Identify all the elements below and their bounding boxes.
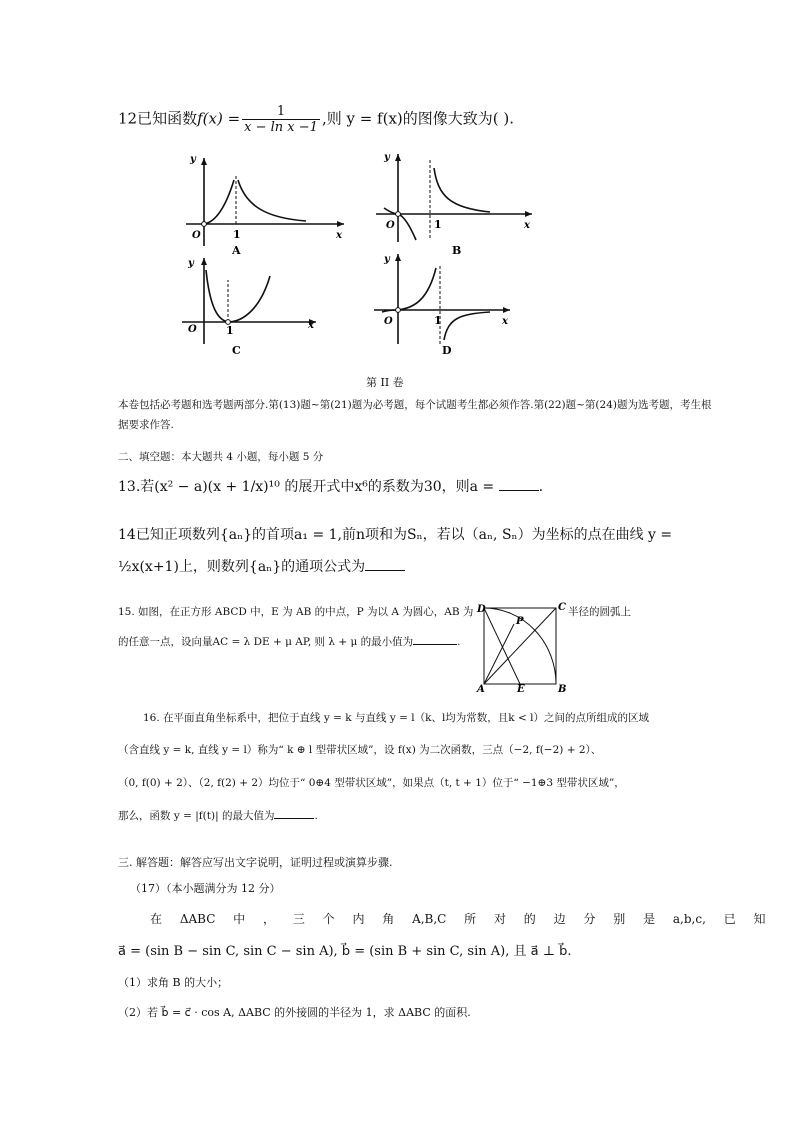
q16-answer-blank	[274, 806, 314, 819]
graph-a-curve	[204, 180, 306, 224]
part2-title: 第 II 卷	[366, 376, 404, 389]
question-17-part1: （1）求角 B 的大小；	[118, 976, 229, 989]
question-16-line2: （含直线 y = k, 直线 y = l）称为“ k ⊕ l 型带状区域”，设 f(x) 为二次函数，三点（−2, f(−2) + 2）、	[118, 744, 602, 756]
graph-d-tick: 1	[434, 314, 442, 327]
graph-a-x-label: x	[336, 230, 342, 241]
graph-a-y-label: y	[190, 154, 196, 165]
q12-func-lhs: f(x) =	[197, 109, 241, 128]
graph-c-origin: O	[188, 324, 197, 335]
graph-d-label: D	[442, 344, 452, 357]
fill-in-section-title: 二、填空题：本大题共 4 小题，每小题 5 分	[118, 451, 324, 463]
q15-answer-blank	[413, 632, 457, 645]
q15-line-ap	[484, 624, 514, 684]
question-17-line2: a⃗ = (sin B − sin C, sin C − sin A), b⃗ = (sin B + sin C, sin A), 且 a⃗ ⊥ b⃗.	[118, 944, 572, 959]
q12-frac-den: x − ln x −1	[244, 120, 318, 135]
graph-b-origin: O	[386, 220, 395, 231]
graph-c-label: C	[232, 344, 241, 357]
q15-label-a: A	[477, 684, 485, 695]
question-17-part2: （2）若 b⃗ = c⃗ · cos A, ΔABC 的外接圆的半径为 1，求 ΔABC 的面积.	[118, 1006, 471, 1019]
q14-answer-blank	[365, 558, 405, 571]
question-17-header: （17）（本小题满分为 12 分）	[130, 882, 281, 895]
q15-label-d: D	[477, 604, 486, 615]
graph-b-y-label: y	[384, 152, 390, 163]
question-16-line4: 那么，函数 y = |f(t)| 的最大值为 .	[118, 806, 318, 823]
q12-text-after: ,则 y = f(x)的图像大致为( ).	[321, 109, 515, 128]
graph-c-tick: 1	[226, 324, 234, 337]
q13-answer-blank	[499, 478, 539, 491]
graph-c	[176, 252, 326, 358]
question-12	[118, 104, 514, 135]
solution-section-title: 三. 解答题：解答应写出文字说明，证明过程或演算步骤.	[118, 856, 393, 869]
q13-text: 13.若(x² − a)(x + 1/x)¹⁰ 的展开式中x⁶的系数为30，则a =	[118, 479, 495, 495]
graph-a-origin: O	[192, 230, 201, 241]
question-17-line1: 在 ΔABC 中 ， 三 个 内 角 A,B,C 所 对 的 边 分 别 是 a,b,c, 已 知	[150, 912, 766, 926]
graph-d-y-label: y	[384, 254, 390, 265]
graph-d	[368, 248, 518, 358]
graph-d-origin: O	[384, 316, 393, 327]
graph-b-tick: 1	[434, 218, 442, 231]
graph-a	[176, 146, 356, 256]
question-13: 13.若(x² − a)(x + 1/x)¹⁰ 的展开式中x⁶的系数为30，则a = .	[118, 479, 544, 495]
q15-line2-text: 的任意一点，设向量AC = λ DE + μ AP, 则 λ + μ 的最小值为	[118, 636, 414, 648]
graph-c-y-label: y	[188, 258, 194, 269]
graph-a-label: A	[232, 244, 241, 256]
q12-text-before: 12已知函数	[118, 109, 198, 128]
q15-label-c: C	[558, 602, 566, 613]
graph-b-label: B	[452, 244, 462, 256]
q15-label-e: E	[517, 684, 525, 695]
question-15-line1-right: 半径的圆弧上	[568, 606, 631, 618]
q14-line2-text: ½x(x+1)上，则数列{aₙ}的通项公式为	[118, 559, 366, 575]
q15-label-b: B	[558, 684, 566, 695]
graph-c-x-label: x	[308, 320, 314, 331]
graph-a-tick: 1	[233, 228, 241, 241]
q15-label-p: P	[516, 616, 524, 627]
question-16-line3: （0, f(0) + 2）、（2, f(2) + 2）均位于“ 0⊕4 型带状区域”，如果点（t, t + 1）位于“ −1⊕3 型带状区域”，	[118, 777, 625, 789]
graph-c-curve	[206, 270, 270, 322]
question-14-line1: 14已知正项数列{aₙ}的首项a₁ = 1,前n项和为Sₙ，若以（aₙ, Sₙ）为坐标的点在曲线 y =	[118, 527, 673, 543]
question-15-line1: 15. 如图，在正方形 ABCD 中，E 为 AB 的中点，P 为以 A 为圆心，AB 为	[118, 606, 474, 618]
question-16-line1: 16. 在平面直角坐标系中，把位于直线 y = k 与直线 y = l（k、l均为常数，且k < l）之间的点所组成的区域	[143, 712, 649, 724]
q15-figure	[474, 600, 566, 700]
graph-b-x-label: x	[524, 220, 530, 231]
q12-fraction	[242, 104, 320, 135]
graph-b	[370, 146, 540, 256]
question-15-line2: 的任意一点，设向量AC = λ DE + μ AP, 则 λ + μ 的最小值为 .	[118, 632, 460, 649]
q12-frac-num: 1	[242, 104, 320, 120]
graph-d-x-label: x	[502, 316, 508, 327]
q16-line4-text: 那么，函数 y = |f(t)| 的最大值为	[118, 810, 275, 822]
question-14-line2	[118, 556, 405, 576]
part2-note: 本卷包括必考题和选考题两部分.第(13)题~第(21)题为必考题，每个试题考生都必须作答.第(22)题~第(24)题为选考题，考生根据要求作答.	[118, 399, 712, 431]
